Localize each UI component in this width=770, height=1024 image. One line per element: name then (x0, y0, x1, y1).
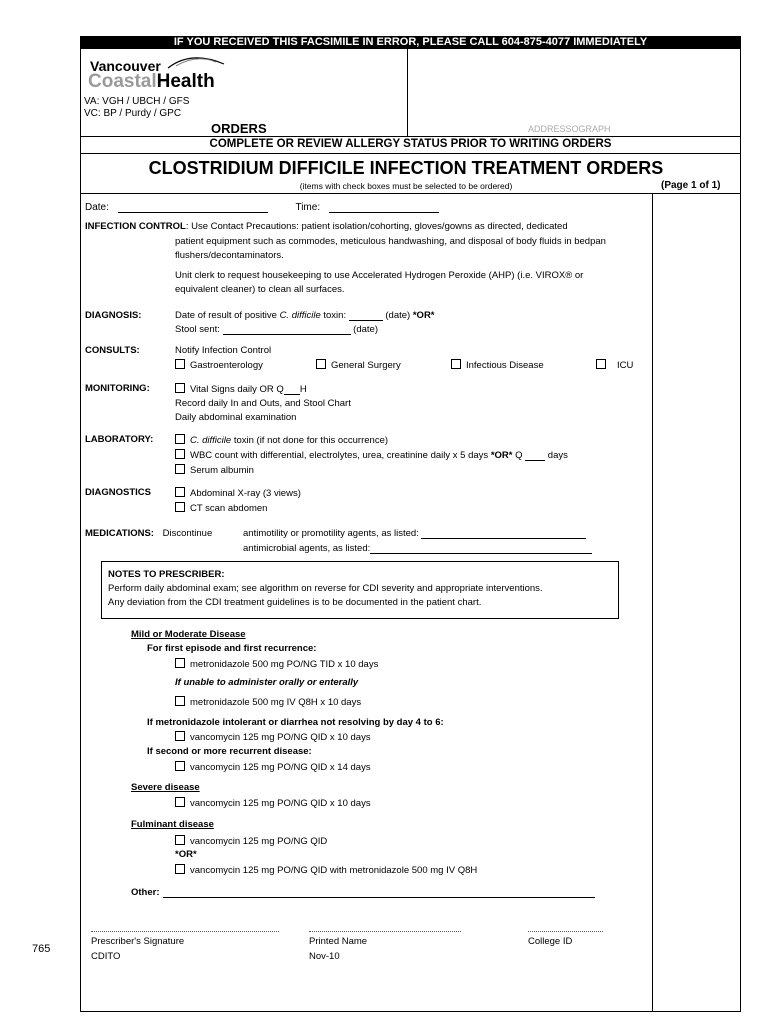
vitals-interval-field[interactable] (284, 394, 300, 395)
printed-name-label: Printed Name (309, 936, 368, 947)
diagnostics-label: DIAGNOSTICS (85, 487, 151, 498)
laboratory-label: LABORATORY: (85, 434, 154, 445)
logo-swoosh-icon (166, 52, 226, 70)
fulminant-heading: Fulminant disease (131, 819, 214, 830)
infection-control-line3: flushers/decontaminators. (175, 250, 284, 261)
college-id-label: College ID (528, 936, 573, 947)
mild-opt2[interactable]: metronidazole 500 mg IV Q8H x 10 days (175, 696, 361, 708)
infection-control-label: INFECTION CONTROL (85, 221, 186, 232)
prescriber-signature-line[interactable] (91, 931, 279, 932)
severe-opt1[interactable]: vancomycin 125 mg PO/NG QID x 10 days (175, 797, 371, 809)
wbc-interval-field[interactable] (525, 460, 545, 461)
checkbox[interactable] (175, 383, 185, 393)
printed-name-line[interactable] (309, 931, 461, 932)
allergy-rule-bottom (80, 153, 741, 154)
mild-heading: Mild or Moderate Disease (131, 629, 246, 640)
logo (88, 52, 238, 94)
date-label: Date: (85, 202, 109, 213)
other-field[interactable] (163, 897, 595, 898)
antimotility-field[interactable] (421, 538, 586, 539)
consult-general-surgery[interactable]: General Surgery (316, 359, 401, 371)
sites-va: VA: VGH / UBCH / GFS (84, 96, 190, 107)
logo-coastal-health (88, 71, 215, 93)
checkbox[interactable] (175, 464, 185, 474)
medications-line1 (85, 528, 212, 539)
antimicrobial-field[interactable] (370, 553, 592, 554)
allergy-notice: COMPLETE OR REVIEW ALLERGY STATUS PRIOR TO WRITING ORDERS (209, 138, 612, 150)
sites-vc: VC: BP / Purdy / GPC (84, 108, 182, 119)
fulminant-opt1[interactable]: vancomycin 125 mg PO/NG QID (175, 835, 327, 847)
time-label: Time: (295, 202, 321, 213)
lab-cdiff-toxin[interactable]: C. difficile toxin (if not done for this occurrence) (175, 434, 388, 446)
mild-opt3[interactable]: vancomycin 125 mg PO/NG QID x 10 days (175, 731, 371, 743)
form-title: CLOSTRIDIUM DIFFICILE INFECTION TREATMENT ORDERS (148, 158, 664, 178)
other-row (131, 887, 595, 898)
stool-sent-date-field[interactable] (223, 334, 351, 335)
diagnosis-line2: Stool sent: (date) (175, 324, 378, 335)
other-label: Other: (131, 887, 160, 898)
logo-vancouver: Vancouver (90, 58, 161, 74)
checkbox[interactable] (175, 835, 185, 845)
mild-sub2: If unable to administer orally or enterally (175, 677, 359, 688)
orders-label: ORDERS (211, 121, 267, 136)
monitoring-line2: Record daily In and Outs, and Stool Chart (175, 398, 351, 409)
form-revision-date: Nov-10 (309, 951, 340, 962)
page-label: (Page 1 of 1) (661, 180, 721, 191)
consults-intro: Notify Infection Control (175, 345, 272, 356)
checkbox[interactable] (175, 502, 185, 512)
college-id-line[interactable] (528, 931, 603, 932)
medications-antimicrobial: antimicrobial agents, as listed: (243, 543, 592, 554)
discontinue-label: Discontinue (162, 528, 213, 539)
consult-gastro[interactable]: Gastroenterology (175, 359, 263, 371)
form-code: CDITO (91, 951, 121, 962)
logo-health: Health (156, 71, 215, 92)
notes-title: NOTES TO PRESCRIBER: (108, 569, 225, 580)
checkbox[interactable] (175, 487, 185, 497)
title-rule (80, 193, 741, 194)
checkbox[interactable] (316, 359, 326, 369)
fulminant-opt2[interactable]: vancomycin 125 mg PO/NG QID with metronidazole 500 mg IV Q8H (175, 864, 477, 876)
lab-albumin[interactable]: Serum albumin (175, 464, 254, 476)
allergy-rule-top (80, 136, 741, 137)
mild-sub1: For first episode and first recurrence: (147, 643, 317, 654)
infection-control-line5: equivalent cleaner) to clean all surfaces. (175, 284, 345, 295)
diagnosis-line1: Date of result of positive C. difficile toxin: (date) *OR* (175, 310, 435, 321)
checkbox[interactable] (175, 696, 185, 706)
time-field[interactable] (329, 212, 439, 213)
infection-control-line1: INFECTION CONTROL: Use Contact Precautions: patient isolation/cohorting, gloves/gowns as directed, dedicated (85, 221, 568, 232)
consult-infectious-disease[interactable]: Infectious Disease (451, 359, 544, 371)
form-subtitle: (items with check boxes must be selected to be ordered) (299, 181, 513, 191)
date-field[interactable] (118, 212, 268, 213)
infection-control-line2: patient equipment such as commodes, meticulous handwashing, and disposal of body fluids in bedpan (175, 236, 606, 247)
toxin-date-field[interactable] (349, 320, 383, 321)
severe-heading: Severe disease (131, 782, 200, 793)
consults-label: CONSULTS: (85, 345, 140, 356)
header-divider (407, 49, 408, 136)
fulminant-or: *OR* (175, 849, 197, 860)
prescriber-signature-label: Prescriber's Signature (91, 936, 185, 947)
checkbox[interactable] (175, 658, 185, 668)
mild-sub4: If second or more recurrent disease: (147, 746, 312, 757)
addressograph-label: ADDRESSOGRAPH (528, 124, 611, 134)
consult-icu[interactable]: ICU (596, 359, 633, 371)
checkbox[interactable] (175, 434, 185, 444)
mild-sub3: If metronidazole intolerant or diarrhea not resolving by day 4 to 6: (147, 717, 444, 728)
monitoring-line3: Daily abdominal examination (175, 412, 297, 423)
monitoring-vitals[interactable]: Vital Signs daily OR Q H (175, 383, 307, 395)
date-time-row (85, 202, 439, 213)
checkbox[interactable] (596, 359, 606, 369)
diagnosis-label: DIAGNOSIS: (85, 310, 142, 321)
checkbox[interactable] (451, 359, 461, 369)
notes-line2: Any deviation from the CDI treatment guidelines is to be documented in the patient chart. (108, 597, 482, 608)
logo-coastal: Coastal (88, 71, 157, 92)
mild-opt1[interactable]: metronidazole 500 mg PO/NG TID x 10 days (175, 658, 378, 670)
diagnostics-xray[interactable]: Abdominal X-ray (3 views) (175, 487, 301, 499)
lab-wbc[interactable]: WBC count with differential, electrolytes, urea, creatinine daily x 5 days *OR* Q days (175, 449, 568, 461)
monitoring-label: MONITORING: (85, 383, 150, 394)
fax-banner: IF YOU RECEIVED THIS FACSIMILE IN ERROR, PLEASE CALL 604-875-4077 IMMEDIATELY (80, 36, 741, 49)
infection-control-line4: Unit clerk to request housekeeping to use Accelerated Hydrogen Peroxide (AHP) (i.e. VIROX® or (175, 270, 584, 281)
checkbox[interactable] (175, 761, 185, 771)
checkbox[interactable] (175, 359, 185, 369)
medications-antimotility: antimotility or promotility agents, as listed: (243, 528, 586, 539)
diagnostics-ct[interactable]: CT scan abdomen (175, 502, 267, 514)
checkbox[interactable] (175, 864, 185, 874)
checkbox[interactable] (175, 797, 185, 807)
checkbox[interactable] (175, 731, 185, 741)
form-number: 765 (32, 943, 51, 955)
mild-opt4[interactable]: vancomycin 125 mg PO/NG QID x 14 days (175, 761, 371, 773)
checkbox[interactable] (175, 449, 185, 459)
medications-label: MEDICATIONS: (85, 528, 154, 539)
right-margin-column (652, 193, 653, 1012)
notes-line1: Perform daily abdominal exam; see algorithm on reverse for CDI severity and appropriate interventions. (108, 583, 543, 594)
